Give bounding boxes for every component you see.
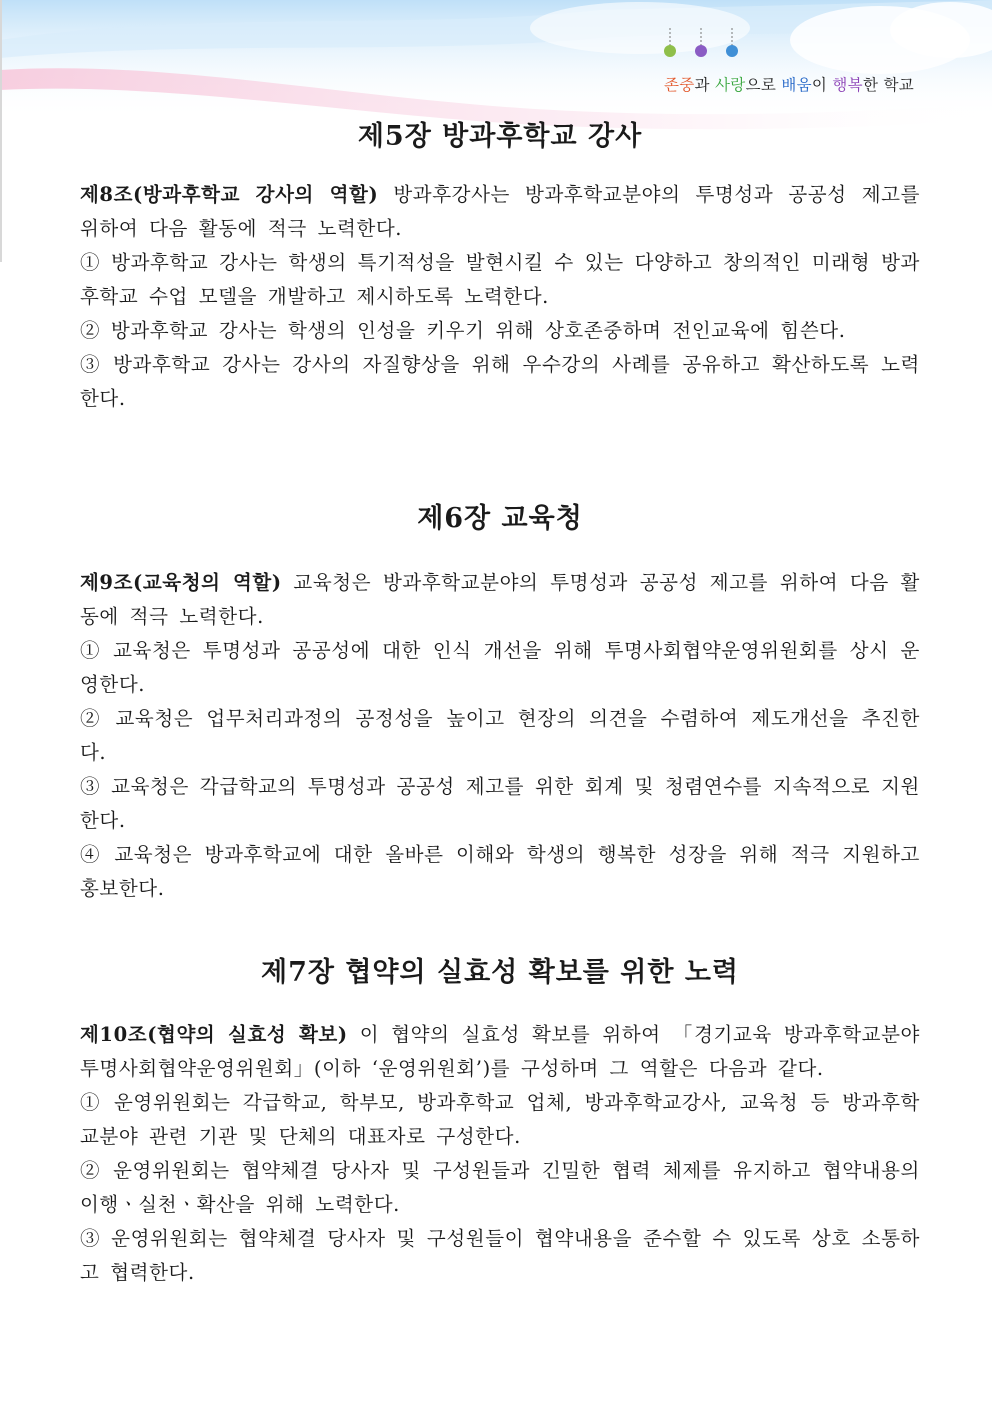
article-section xyxy=(80,566,920,906)
article-text: 교육청은 방과후학교분야의 투명성과 공공성 제고를 위하여 다음 활동에 적극 노력한다. xyxy=(80,571,920,628)
slogan-word-happiness: 행복 xyxy=(832,76,863,94)
article-item: ① 운영위원회는 각급학교, 학부모, 방과후학교 업체, 방과후학교강사, 교육청 등 방과후학교분야 관련 기관 및 단체의 대표자로 구성한다. xyxy=(80,1091,920,1148)
article-heading: 제9조(교육청의 역할) xyxy=(80,571,282,594)
article-item: ④ 교육청은 방과후학교에 대한 올바른 이해와 학생의 행복한 성장을 위해 적극 지원하고 홍보한다. xyxy=(80,843,920,900)
left-margin-line xyxy=(0,0,2,262)
article-item: ③ 운영위원회는 협약체결 당사자 및 구성원들이 협약내용을 준수할 수 있도록 상호 소통하고 협력한다. xyxy=(80,1227,920,1284)
chapter-title: 제6장 교육청 xyxy=(417,503,583,534)
article-intro xyxy=(80,566,920,634)
slogan-word-respect: 존중 xyxy=(663,76,695,94)
article-text: 이 협약의 실효성 확보를 위하여 「경기교육 방과후학교분야 투명사회협약운영위원회」(이하 ‘운영위원회’)를 구성하며 그 역할은 다음과 같다. xyxy=(80,1023,920,1080)
article-item: ① 교육청은 투명성과 공공성에 대한 인식 개선을 위해 투명사회협약운영위원회를 상시 운영한다. xyxy=(80,639,920,696)
purple-dot-icon xyxy=(695,45,707,57)
slogan-word-love: 사랑 xyxy=(715,76,746,94)
article-heading: 제8조(방과후학교 강사의 역할) xyxy=(80,183,379,206)
article-item: ② 교육청은 업무처리과정의 공정성을 높이고 현장의 의견을 수렴하여 제도개선을 추진한다. xyxy=(80,707,920,764)
slogan-word-learning: 배움 xyxy=(781,76,812,94)
article-text: 방과후강사는 방과후학교분야의 투명성과 공공성 제고를 위하여 다음 활동에 적극 노력한다. xyxy=(80,183,921,240)
chapter-title: 제5장 방과후학교 강사 xyxy=(357,121,643,152)
article-heading: 제10조(협약의 실효성 확보) xyxy=(80,1023,348,1046)
article-intro xyxy=(80,1018,920,1086)
article-section xyxy=(80,178,920,416)
chapter-title: 제7장 협약의 실효성 확보를 위한 노력 xyxy=(260,957,739,988)
school-slogan: 존중과 사랑으로 배움이 행복한 학교 xyxy=(663,76,914,94)
article-item: ① 방과후학교 강사는 학생의 특기적성을 발현시킬 수 있는 다양하고 창의적인 미래형 방과후학교 수업 모델을 개발하고 제시하도록 노력한다. xyxy=(80,251,920,308)
article-section xyxy=(80,1018,920,1290)
green-dot-icon xyxy=(664,45,676,57)
article-intro xyxy=(80,178,920,246)
article-item: ② 방과후학교 강사는 학생의 인성을 키우기 위해 상호존중하며 전인교육에 힘쓴다. xyxy=(80,319,846,342)
article-item: ③ 교육청은 각급학교의 투명성과 공공성 제고를 위한 회계 및 청렴연수를 지속적으로 지원한다. xyxy=(80,775,920,832)
article-item: ③ 방과후학교 강사는 강사의 자질향상을 위해 우수강의 사례를 공유하고 확산하도록 노력한다. xyxy=(80,353,920,410)
blue-dot-icon xyxy=(726,45,738,57)
article-item: ② 운영위원회는 협약체결 당사자 및 구성원들과 긴밀한 협력 체제를 유지하고 협약내용의 이행ㆍ실천ㆍ확산을 위해 노력한다. xyxy=(80,1159,920,1216)
